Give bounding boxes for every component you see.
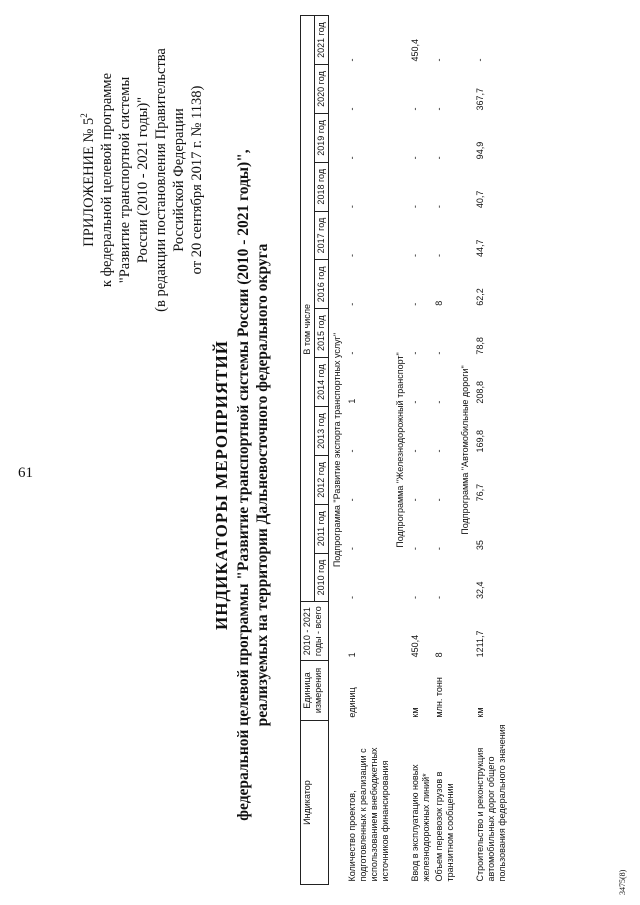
- cell-value: -: [347, 205, 357, 209]
- appendix-line: "Развитие транспортной системы: [116, 76, 133, 284]
- cell-value: -: [410, 498, 420, 502]
- heading-subtitle-2: реализуемых на территории Дальневосточного федерального округа: [254, 243, 271, 727]
- header-year: 2015 год: [315, 309, 329, 358]
- header-year: 2019 год: [315, 113, 329, 162]
- cell-value: -: [347, 498, 357, 502]
- table-row: [433, 16, 457, 885]
- cell-value: 8: [434, 300, 444, 306]
- cell-value: -: [410, 107, 420, 111]
- header-year: 2012 год: [315, 456, 329, 505]
- heading-subtitle-1: федеральной целевой программы "Развитие транспортной системы России (2010 - 2021 годы)",: [235, 149, 252, 821]
- section-title: Подпрограмма "Железнодорожный транспорт": [395, 352, 405, 548]
- cell-unit: км: [410, 707, 420, 718]
- header-year: 2021 год: [315, 16, 329, 65]
- appendix-line: от 20 сентября 2017 г. № 1138): [188, 85, 205, 275]
- header-year: 2020 год: [315, 65, 329, 114]
- cell-value: -: [434, 156, 444, 160]
- cell-indicator: Объем перевозок грузов в транзитном сообщении: [434, 771, 455, 882]
- cell-indicator: Строительство и реконструкция автомобильных дорог общего пользования федерального значения: [475, 724, 507, 882]
- appendix-line: к федеральной целевой программе: [98, 72, 115, 288]
- cell-value: 169,8: [475, 430, 485, 453]
- header-year: 2017 год: [315, 211, 329, 260]
- cell-value: 62,2: [475, 288, 485, 306]
- cell-value: 1: [347, 398, 357, 404]
- cell-indicator: Ввод в эксплуатацию новых железнодорожных линий*: [410, 764, 431, 882]
- appendix-title: ПРИЛОЖЕНИЕ № $5^2$: [79, 113, 97, 247]
- cell-unit: млн. тонн: [434, 677, 444, 718]
- cell-value: -: [410, 253, 420, 257]
- header-including: В том числе: [301, 16, 315, 358]
- header-unit: Единица измерения: [301, 660, 329, 720]
- cell-value: 35: [475, 540, 485, 551]
- table-row: [346, 16, 392, 885]
- cell-indicator: Количество проектов, подготовленных к реализации с использованием внебюджетных источников финансирования: [347, 747, 390, 882]
- cell-value: -: [410, 595, 420, 599]
- cell-value: -: [410, 156, 420, 160]
- cell-value: -: [475, 58, 485, 62]
- header-total: 2010 - 2021 годы - всего: [301, 602, 329, 660]
- cell-value: -: [434, 205, 444, 209]
- table-row: [409, 16, 433, 885]
- cell-value: -: [347, 253, 357, 257]
- cell-value: -: [347, 302, 357, 306]
- cell-value: 208,8: [475, 381, 485, 404]
- header-year: 2016 год: [315, 260, 329, 309]
- document-code: 3475(8): [618, 869, 627, 895]
- section-title: Подпрограмма "Развитие экспорта транспортных услуг": [332, 332, 342, 568]
- cell-value: -: [347, 58, 357, 62]
- appendix-line: России (2010 - 2021 годы)": [134, 96, 151, 264]
- cell-total: 1: [347, 652, 357, 658]
- appendix-block: [75, 45, 206, 315]
- cell-value: -: [410, 547, 420, 551]
- cell-value: -: [434, 253, 444, 257]
- document-heading: [212, 105, 272, 865]
- cell-value: 40,7: [475, 190, 485, 209]
- page-number: 61: [18, 465, 33, 481]
- table-row: [474, 16, 509, 885]
- cell-value: -: [347, 547, 357, 551]
- indicators-table: [300, 15, 509, 885]
- cell-value: -: [410, 205, 420, 209]
- header-year: 2018 год: [315, 162, 329, 211]
- cell-value: -: [347, 156, 357, 160]
- header-year: 2010 год: [315, 553, 329, 602]
- cell-value: -: [347, 351, 357, 355]
- appendix-line: Российской Федерации: [170, 108, 187, 252]
- cell-value: 76,7: [475, 483, 485, 502]
- cell-value: 44,7: [475, 239, 485, 257]
- section-title: Подпрограмма "Автомобильные дороги": [460, 365, 470, 535]
- cell-value: -: [347, 107, 357, 111]
- header-year: 2011 год: [315, 504, 329, 553]
- cell-total: 8: [434, 652, 444, 658]
- cell-value: -: [434, 351, 444, 355]
- cell-value: -: [410, 400, 420, 404]
- cell-value: 32,4: [475, 581, 485, 599]
- cell-value: -: [434, 107, 444, 111]
- cell-value: 94,9: [475, 141, 485, 160]
- cell-value: -: [410, 351, 420, 355]
- header-year: 2013 год: [315, 407, 329, 456]
- cell-unit: единиц: [347, 687, 357, 718]
- heading-title: ИНДИКАТОРЫ МЕРОПРИЯТИЙ: [212, 340, 231, 630]
- cell-value: -: [434, 449, 444, 453]
- cell-value: 367,7: [475, 87, 485, 111]
- header-year: 2014 год: [315, 358, 329, 407]
- cell-value: 450,4: [410, 39, 420, 62]
- cell-value: -: [434, 498, 444, 502]
- cell-unit: км: [475, 707, 485, 718]
- cell-value: -: [410, 302, 420, 306]
- cell-value: -: [434, 547, 444, 551]
- cell-total: 1211,7: [475, 630, 485, 658]
- cell-value: 78,8: [475, 337, 485, 355]
- cell-value: -: [347, 449, 357, 453]
- cell-value: -: [434, 58, 444, 62]
- appendix-line: (в редакции постановления Правительства: [152, 48, 169, 312]
- cell-value: -: [347, 595, 357, 599]
- cell-value: -: [434, 400, 444, 404]
- cell-total: 450,4: [410, 634, 420, 658]
- cell-value: -: [410, 449, 420, 453]
- header-indicator: Индикатор: [301, 721, 329, 885]
- cell-value: -: [434, 595, 444, 599]
